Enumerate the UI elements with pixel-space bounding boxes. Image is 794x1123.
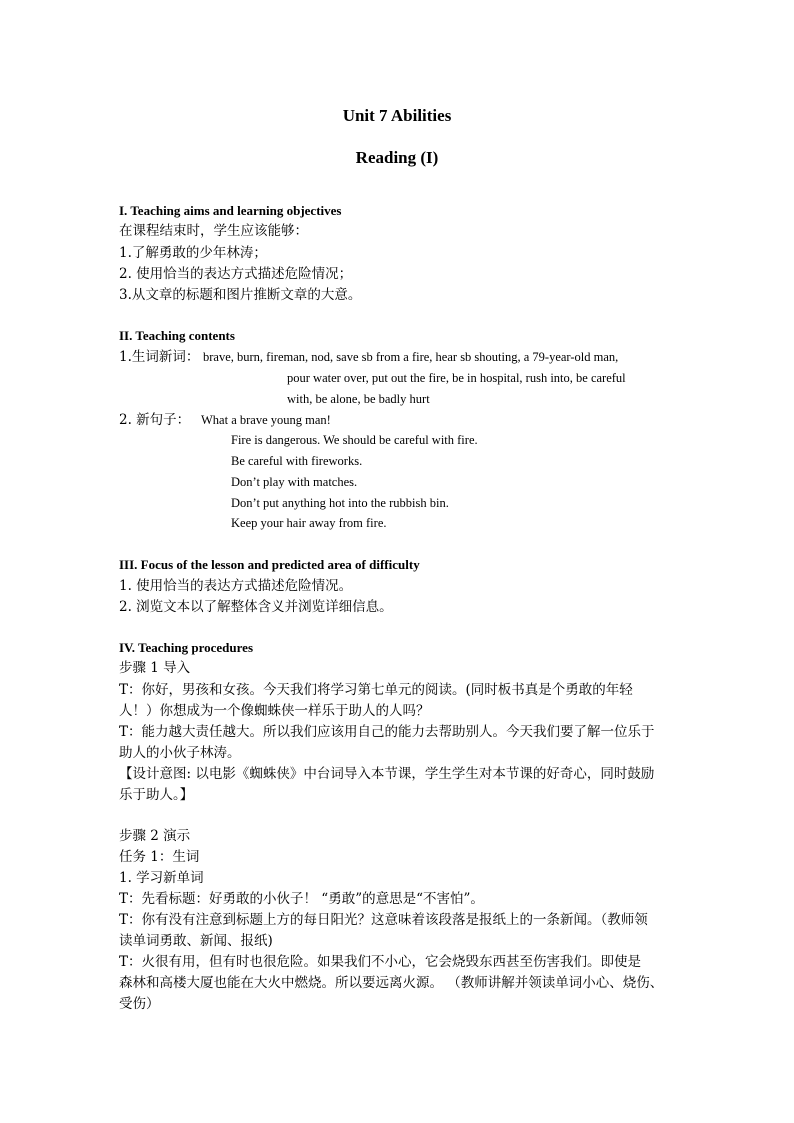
section1-heading: I. Teaching aims and learning objectives xyxy=(119,203,342,218)
section3-heading: III. Focus of the lesson and predicted area of difficulty xyxy=(119,557,420,572)
section2-heading: II. Teaching contents xyxy=(119,328,235,343)
vocab-line: pour water over, put out the fire, be in hospital, rush into, be careful xyxy=(287,371,626,385)
procedure-line: 步骤 2 演示 xyxy=(119,828,191,844)
design-intent-line: 乐于助人。】 xyxy=(119,787,194,803)
procedure-line: T：你好，男孩和女孩。今天我们将学习第七单元的阅读。(同时板书真是个勇敢的年轻 xyxy=(119,682,633,698)
sentence-line: Fire is dangerous. We should be careful with fire. xyxy=(231,433,478,447)
procedure-line: T：火很有用，但有时也很危险。如果我们不小心，它会烧毁东西甚至伤害我们。即使是 xyxy=(119,954,642,970)
vocab-label: 1.生词新词： xyxy=(119,349,200,365)
section1-item: 1.了解勇敢的少年林涛； xyxy=(119,245,267,261)
sentence-line: Be careful with fireworks. xyxy=(231,454,363,468)
section3-item: 2. 浏览文本以了解整体含义并浏览详细信息。 xyxy=(119,599,393,615)
section1-intro: 在课程结束时，学生应该能够： xyxy=(119,223,308,239)
section3-item: 1. 使用恰当的表达方式描述危险情况。 xyxy=(119,578,353,594)
procedure-line: 读单词勇敢、新闻、报纸) xyxy=(119,933,273,949)
section1-item: 3.从文章的标题和图片推断文章的大意。 xyxy=(119,287,362,303)
sentence-line: What a brave young man! xyxy=(201,413,331,427)
document-title: Unit 7 Abilities xyxy=(342,106,452,125)
procedure-line: T：你有没有注意到标题上方的每日阳光？这意味着该段落是报纸上的一条新闻。（教师领 xyxy=(119,912,648,928)
section4-heading: IV. Teaching procedures xyxy=(119,640,254,655)
sentence-label: 2. 新句子： xyxy=(119,412,191,428)
document-subtitle: Reading (I) xyxy=(355,148,439,167)
procedure-line: 任务 1：生词 xyxy=(119,849,200,865)
vocab-line: brave, burn, fireman, nod, save sb from a fire, hear sb shouting, a 79-year-old man, xyxy=(203,350,619,364)
procedure-line: T：能力越大责任越大。所以我们应该用自己的能力去帮助别人。今天我们要了解一位乐于 xyxy=(119,724,655,740)
sentence-line: Keep your hair away from fire. xyxy=(231,516,387,530)
sentence-line: Don’t put anything hot into the rubbish bin. xyxy=(231,496,449,510)
procedure-line: 人！）你想成为一个像蜘蛛侠一样乐于助人的人吗？ xyxy=(119,703,430,719)
procedure-line: 1. 学习新单词 xyxy=(119,870,204,886)
procedure-line: 受伤） xyxy=(119,996,160,1012)
vocab-line: with, be alone, be badly hurt xyxy=(287,392,430,406)
procedure-line: 助人的小伙子林涛。 xyxy=(119,745,241,761)
procedure-line: 森林和高楼大厦也能在大火中燃烧。所以要远离火源。 （教师讲解并领读单词小心、烧伤、 xyxy=(119,975,664,991)
procedure-line: T：先看标题：好勇敢的小伙子！ “勇敢”的意思是“不害怕”。 xyxy=(119,891,484,907)
sentence-line: Don’t play with matches. xyxy=(231,475,358,489)
procedure-line: 步骤 1 导入 xyxy=(119,660,191,676)
design-intent-line: 【设计意图: 以电影《蜘蛛侠》中台词导入本节课，学生学生对本节课的好奇心，同时鼓励 xyxy=(119,766,655,782)
section1-item: 2. 使用恰当的表达方式描述危险情况； xyxy=(119,266,353,282)
